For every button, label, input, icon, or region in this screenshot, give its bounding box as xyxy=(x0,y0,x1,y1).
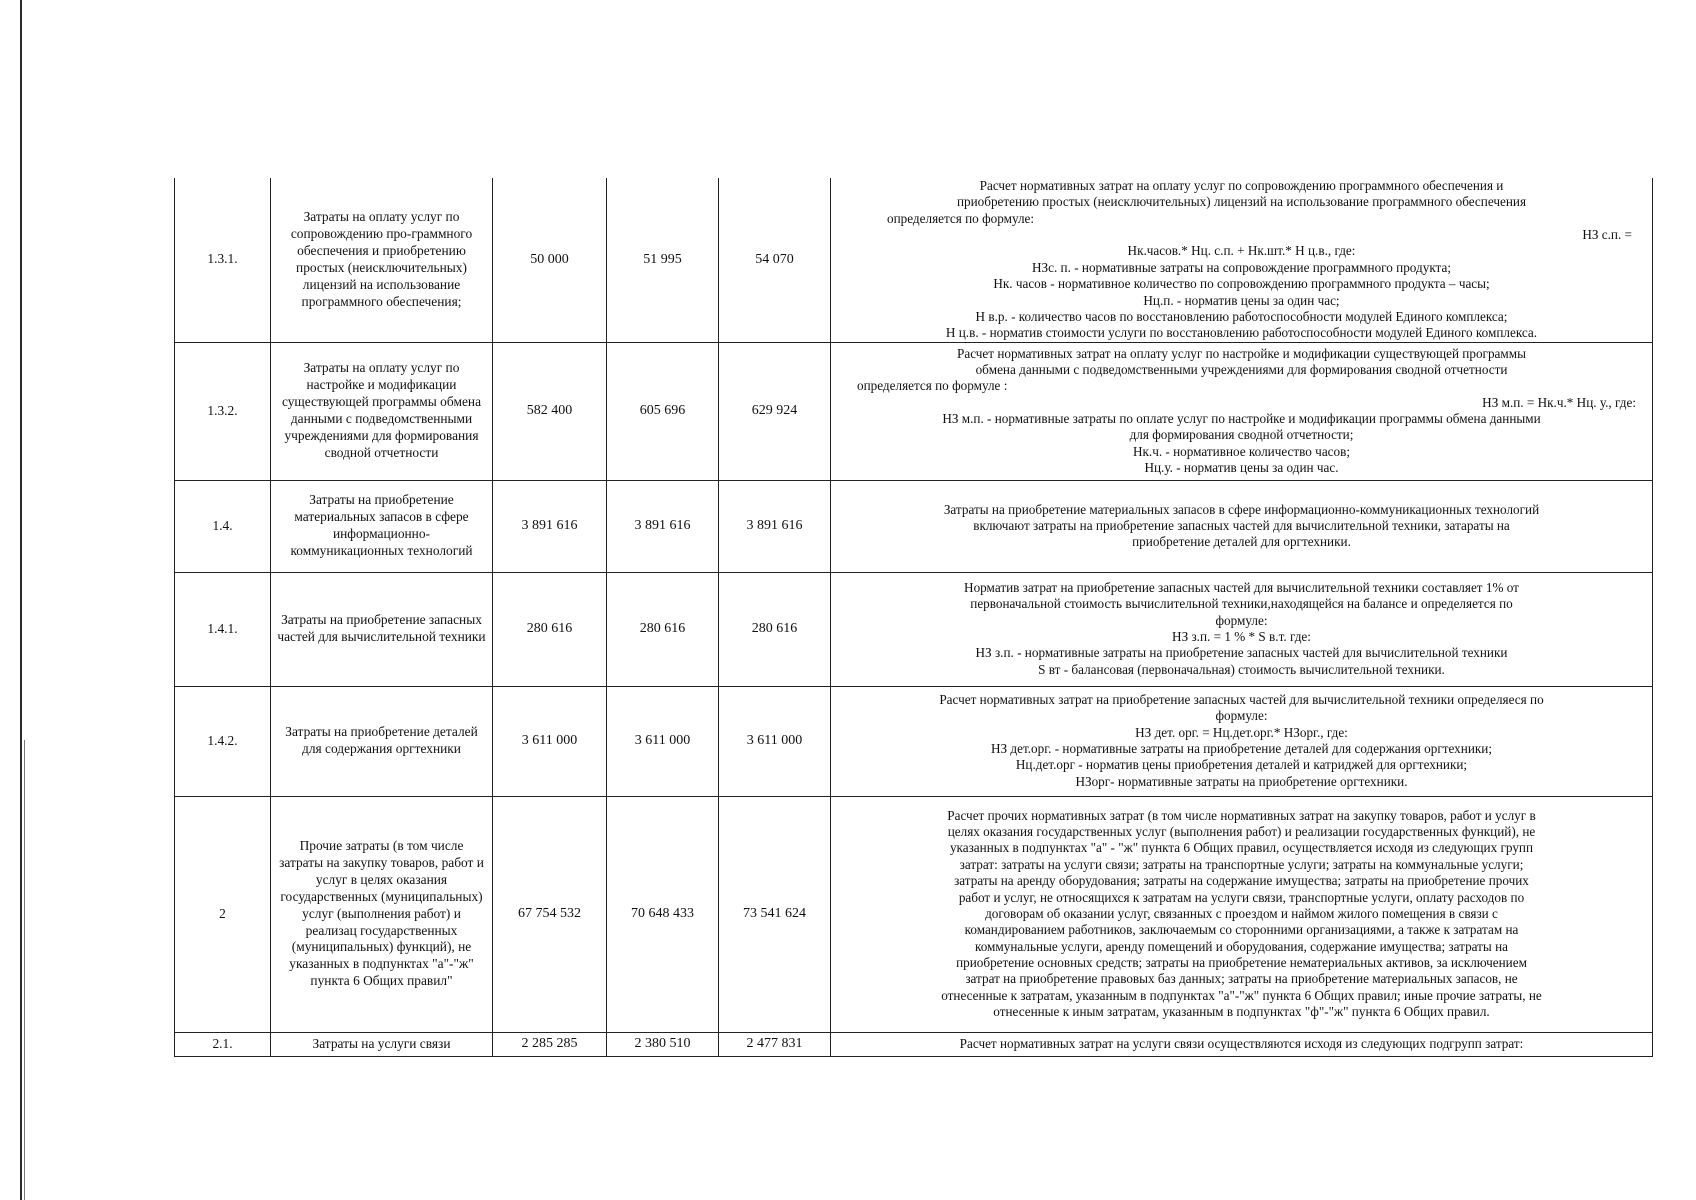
value-year-1: 3 611 000 xyxy=(493,686,607,796)
description-line: Н в.р. - количество часов по восстановлению работоспособности модулей Единого комплекса; xyxy=(975,308,1508,324)
calculation-description xyxy=(831,1032,1653,1056)
description-line: Расчет нормативных затрат на оплату услуг по сопровождению программного обеспечения и xyxy=(979,178,1504,193)
description-line: НЗ з.п. = 1 % * S в.т. где: xyxy=(1172,629,1311,645)
value-year-1: 280 616 xyxy=(493,572,607,686)
cost-name: Затраты на приобретение деталей для содержания оргтехники xyxy=(271,686,493,796)
value-year-2: 51 995 xyxy=(607,178,719,342)
value-year-3: 2 477 831 xyxy=(719,1032,831,1056)
row-number: 2.1. xyxy=(175,1032,271,1056)
description-line: НЗ м.п. = Нк.ч.* Нц. у., где: xyxy=(1482,394,1636,410)
description-line: Нц.у. - норматив цены за один час. xyxy=(1144,460,1339,476)
description-line: первоначальной стоимость вычислительной техники,находящейся на балансе и определяется по xyxy=(970,596,1513,612)
description-line: Расчет прочих нормативных затрат (в том числе нормативных затрат на закупку товаров, работ и услуг в xyxy=(947,807,1536,823)
description-line: Н ц.в. - норматив стоимости услуги по восстановлению работоспособности модулей Единого комплекса. xyxy=(945,325,1538,341)
table-row xyxy=(175,796,1653,1032)
description-line: Затраты на приобретение материальных запасов в сфере информационно-коммуникационных технологий xyxy=(943,501,1540,517)
description-line: командированием работников, заключаемым со сторонними организациями, а также к затратам на xyxy=(964,922,1519,938)
description-line: договорам об оказании услуг, связанных с проездом и наймом жилого помещения в связи с xyxy=(985,905,1498,921)
cost-name: Затраты на оплату услуг по сопровождению про-граммного обеспечения и приобретению простых (неисключительных) лицензий на использование программного обеспечения; xyxy=(271,178,493,342)
scan-edge-line-secondary xyxy=(24,740,25,1200)
value-year-2: 2 380 510 xyxy=(607,1032,719,1056)
description-line: НЗ дет. орг. = Нц.дет.орг.* НЗорг., где: xyxy=(1135,724,1348,740)
description-line: приобретение деталей для оргтехники. xyxy=(1132,534,1351,550)
cost-name: Затраты на приобретение материальных запасов в сфере информационно-коммуникационных технологий xyxy=(271,480,493,572)
value-year-2: 70 648 433 xyxy=(607,796,719,1032)
cost-name: Затраты на услуги связи xyxy=(271,1032,493,1056)
description-line: НЗ с.п. = xyxy=(1582,227,1632,243)
table-row xyxy=(175,480,1653,572)
description-line: отнесенные к затратам, указанным в подпунктах "а"-"ж" пункта 6 Общих правил; иные прочие затраты, не xyxy=(941,987,1542,1003)
value-year-3: 3 611 000 xyxy=(719,686,831,796)
description-line: Нк.ч. - нормативное количество часов; xyxy=(1132,443,1351,459)
description-line: целях оказания государственных услуг (выполнения работ) и реализации государственных функций), не xyxy=(947,824,1536,840)
description-line: НЗ м.п. - нормативные затраты по оплате услуг по настройке и модификации программы обмена данными xyxy=(942,411,1541,427)
description-line: НЗ з.п. - нормативные затраты на приобретение запасных частей для вычислительной техники xyxy=(975,645,1508,661)
description-line: Нц.п. - норматив цены за один час; xyxy=(1143,292,1340,308)
description-line: приобретение основных средств; затраты на приобретение нематериальных активов, за исключением xyxy=(956,954,1527,970)
value-year-3: 280 616 xyxy=(719,572,831,686)
description-line: определяется по формуле : xyxy=(857,378,1008,394)
value-year-1: 2 285 285 xyxy=(493,1032,607,1056)
description-line: коммунальные услуги, аренду помещений и оборудования, содержание имущества; затраты на xyxy=(974,938,1509,954)
description-line: определяется по формуле: xyxy=(887,210,1035,226)
description-line: обмена данными с подведомственными учреждениями для формирования сводной отчетности xyxy=(975,362,1508,378)
value-year-3: 3 891 616 xyxy=(719,480,831,572)
description-line: затраты на аренду оборудования; затраты на содержание имущества; затраты на приобретение прочих xyxy=(954,873,1529,889)
normative-costs-table xyxy=(174,178,1653,1057)
description-line: S вт - балансовая (первоначальная) стоимость вычислительной техники. xyxy=(1038,661,1445,677)
row-number: 1.4.1. xyxy=(175,572,271,686)
calculation-description xyxy=(831,480,1653,572)
row-number: 1.3.2. xyxy=(175,342,271,480)
description-line: Расчет нормативных затрат на приобретение запасных частей для вычислительной техники определяеся по xyxy=(939,692,1544,708)
calculation-description xyxy=(831,686,1653,796)
value-year-2: 280 616 xyxy=(607,572,719,686)
scan-edge-line xyxy=(20,0,22,1200)
description-line: формуле: xyxy=(1215,708,1268,724)
value-year-1: 67 754 532 xyxy=(493,796,607,1032)
value-year-3: 54 070 xyxy=(719,178,831,342)
description-line: Нк.часов.* Нц. с.п. + Нк.шт.* Н ц.в., где: xyxy=(1127,243,1356,259)
row-number: 1.3.1. xyxy=(175,178,271,342)
value-year-2: 3 891 616 xyxy=(607,480,719,572)
value-year-3: 73 541 624 xyxy=(719,796,831,1032)
row-number: 2 xyxy=(175,796,271,1032)
value-year-2: 3 611 000 xyxy=(607,686,719,796)
description-line: Нк. часов - нормативное количество по сопровождению программного продукта – часы; xyxy=(993,276,1490,292)
description-line: Расчет нормативных затрат на оплату услуг по настройке и модификации существующей программы xyxy=(957,345,1526,361)
description-line: Норматив затрат на приобретение запасных частей для вычислительной техники составляет 1% от xyxy=(964,580,1519,596)
calculation-description xyxy=(831,572,1653,686)
cost-name: Прочие затраты (в том числе затраты на закупку товаров, работ и услуг в целях оказания государственных (муниципальных) услуг (выполнения работ) и реализац государственных (муниципальных) функций), не указанных в подпунктах "а"-"ж" пункта 6 Общих правил" xyxy=(271,796,493,1032)
calculation-description xyxy=(831,342,1653,480)
description-line: указанных в подпунктах "а" - "ж" пункта 6 Общих правил, осуществляется исходя из следующих групп xyxy=(949,840,1534,856)
table-row xyxy=(175,686,1653,796)
table-row xyxy=(175,342,1653,480)
description-line: для формирования сводной отчетности; xyxy=(1129,427,1354,443)
value-year-1: 3 891 616 xyxy=(493,480,607,572)
value-year-2: 605 696 xyxy=(607,342,719,480)
description-line: приобретению простых (неисключительных) лицензий на использование программного обеспечения xyxy=(956,194,1527,210)
cost-name: Затраты на приобретение запасных частей для вычислительной техники xyxy=(271,572,493,686)
description-line: затрат на приобретение правовых баз данных; затраты на приобретение материальных запасов, не xyxy=(965,971,1518,987)
description-line: затрат: затраты на услуги связи; затраты на транспортные услуги; затраты на коммунальные услуги; xyxy=(959,856,1524,872)
row-number: 1.4.2. xyxy=(175,686,271,796)
value-year-1: 582 400 xyxy=(493,342,607,480)
description-line: работ и услуг, не относящихся к затратам на услуги связи, транспортные услуги, оплату расходов по xyxy=(958,889,1525,905)
description-line: НЗ дет.орг. - нормативные затраты на приобретение деталей для содержания оргтехники; xyxy=(990,741,1493,757)
value-year-1: 50 000 xyxy=(493,178,607,342)
row-number: 1.4. xyxy=(175,480,271,572)
value-year-3: 629 924 xyxy=(719,342,831,480)
calculation-description xyxy=(831,178,1653,342)
table-row xyxy=(175,178,1653,342)
description-line: Нц.дет.орг - норматив цены приобретения деталей и катриджей для оргтехники; xyxy=(1015,757,1468,773)
description-line: Расчет нормативных затрат на услуги связи осуществляются исходя из следующих подгрупп затрат: xyxy=(959,1035,1524,1051)
table-row xyxy=(175,572,1653,686)
description-line: НЗс. п. - нормативные затраты на сопровождение программного продукта; xyxy=(1031,259,1451,275)
calculation-description xyxy=(831,796,1653,1032)
description-line: формуле: xyxy=(1215,612,1268,628)
table-row xyxy=(175,1032,1653,1056)
description-line: НЗорг- нормативные затраты на приобретение оргтехники. xyxy=(1075,773,1408,789)
description-line: включают затраты на приобретение запасных частей для вычислительной техники, затараты на xyxy=(973,517,1510,533)
cost-name: Затраты на оплату услуг по настройке и модификации существующей программы обмена данными с подведомственными учреждениями для формирования сводной отчетности xyxy=(271,342,493,480)
description-line: отнесенные к иным затратам, указанным в подпунктах "ф"-"ж" пункта 6 Общих правил. xyxy=(993,1004,1490,1020)
